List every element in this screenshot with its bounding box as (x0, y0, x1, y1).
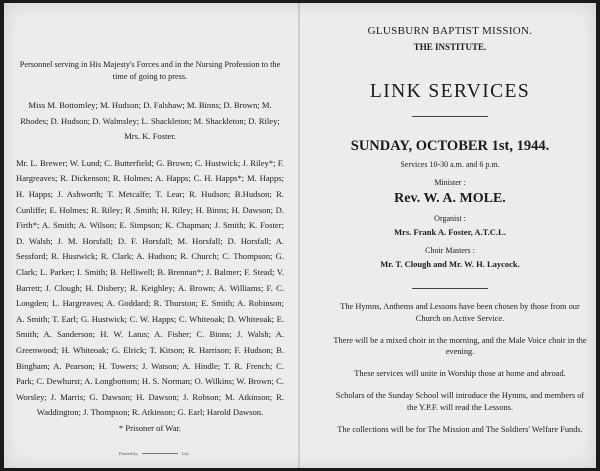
choir-masters: Mr. T. Clough and Mr. W. H. Laycock. (380, 259, 520, 269)
printed-ltd: Ltd. (181, 451, 189, 456)
service-date: SUNDAY, OCTOBER 1st, 1944. (350, 138, 550, 154)
notes-divider (412, 288, 488, 289)
printer-credit (64, 451, 244, 456)
page-title: LINK SERVICES (369, 81, 531, 102)
personnel-intro: Personnel serving in His Majesty's Forces and in the Nursing Profession to the time of going to press. (19, 60, 281, 81)
choir-label: Choir Masters : (425, 246, 475, 255)
service-notes (330, 301, 590, 446)
note-paragraph: The Hymns, Anthems and Lessons have been chosen by those from our Church on Active Service. (340, 302, 580, 323)
minister-name: Rev. W. A. MOLE. (394, 191, 506, 206)
center-fold (298, 3, 300, 468)
service-times: Services 10-30 a.m. and 6 p.m. (400, 160, 500, 169)
note-paragraph: Scholars of the Sunday School will introduce the Hymns, and members of the Y.P.F. will read the Lessons. (335, 391, 585, 412)
forces-names (16, 156, 284, 437)
leaflet-sheet (4, 3, 596, 468)
mission-name: GLUSBURN BAPTIST MISSION. (367, 25, 533, 37)
personnel-list-page (16, 59, 284, 436)
printer-name-blank (142, 453, 178, 454)
organist-label: Organist : (434, 214, 466, 223)
minister-label: Minister : (434, 178, 466, 187)
note-paragraph: The collections will be for The Mission and The Soldiers' Welfare Funds. (337, 424, 583, 434)
nursing-names: Miss M. Bottomley; M. Hudson; D. Falshaw; M. Binns; D. Brown; M. Rhodes; D. Hudson; D. Walmsley; L. Shackleton; M. Shackleton; D. Riley; Mrs. K. Foster. (20, 100, 280, 142)
note-paragraph: These services will unite in Worship those at home and abroad. (354, 369, 566, 378)
printed-by-label: Printed by (119, 451, 138, 456)
forces-names-text: Mr. L. Brewer; W. Lund; C. Butterfield; G. Brown; C. Hustwick; J. Riley*; F. Hargreaves; R. Dickenson; R. Holmes; A. Happs; C. H. Happs*; M. Happs; H. Happs; J. Ashworth; T. Metcalfe; T. Lear; R. Hudson; B.Hudson; R. Cunliffe; E. Holmes; R. Riley; R .Smith; H. Riley; H. Binns; H. Dawson; D. Firth*; A. Smith; A. Wilson; E. Simpson; K. Chapman; J. Smith; K. Foster; D. Walsh; J. M. Horsfall; D. F. Horsfall; M. Horsfall; D. Horsfall; A. Sessford; R. Hustwick; R. Clark; A. Hudson; R. Church; C. Thompson; G. Clark; L. Parker; I. Smith; B. Helliwell; B. Brennan*; J. Balmer; F. Stead; V. Barrett; J. Clough; H. Disbery; R. Keighley; A. Brown; A. Williams; F. C. Longden; L. Hargreaves; A. Goddard; R. Thurston; E. Smith; A. Robinson; A. Smith; T. Earl; G. Hustwick; C. W. Happs; C. Whiteoak; D. Whiteoak; E. Smith; A. Sanderson; H. W. Latus; A. Fisher; C. Binns; J. Walsh; A. Greenwood; H. Whiteoak; G. Elrick; T. Kitson; R. Harrison; F. Hudson; B. Bingham; A. Pearson; H. Towers; J. Watson; A. Hindle; T. R. French; C. Park; C. Dewhurst; A. Longbottom; H. S. Norman; O. Wilkins; W. Brown; C. Worsley; J. Marris; G. Dawson; H. Dawson; J. Robson; M. Atkinson; R. Waddington; J. Thompson; R. Atkinson; G. Earl; Harold Dawson. (16, 157, 284, 418)
title-divider (412, 116, 488, 117)
prisoner-footnote: * Prisoner of War. (118, 422, 182, 433)
organist-name: Mrs. Frank A. Foster, A.T.C.L. (394, 227, 506, 237)
note-paragraph: There will be a mixed choir in the morning, and the Male Voice choir in the evening. (333, 335, 587, 356)
institute-name: THE INSTITUTE. (413, 42, 487, 52)
